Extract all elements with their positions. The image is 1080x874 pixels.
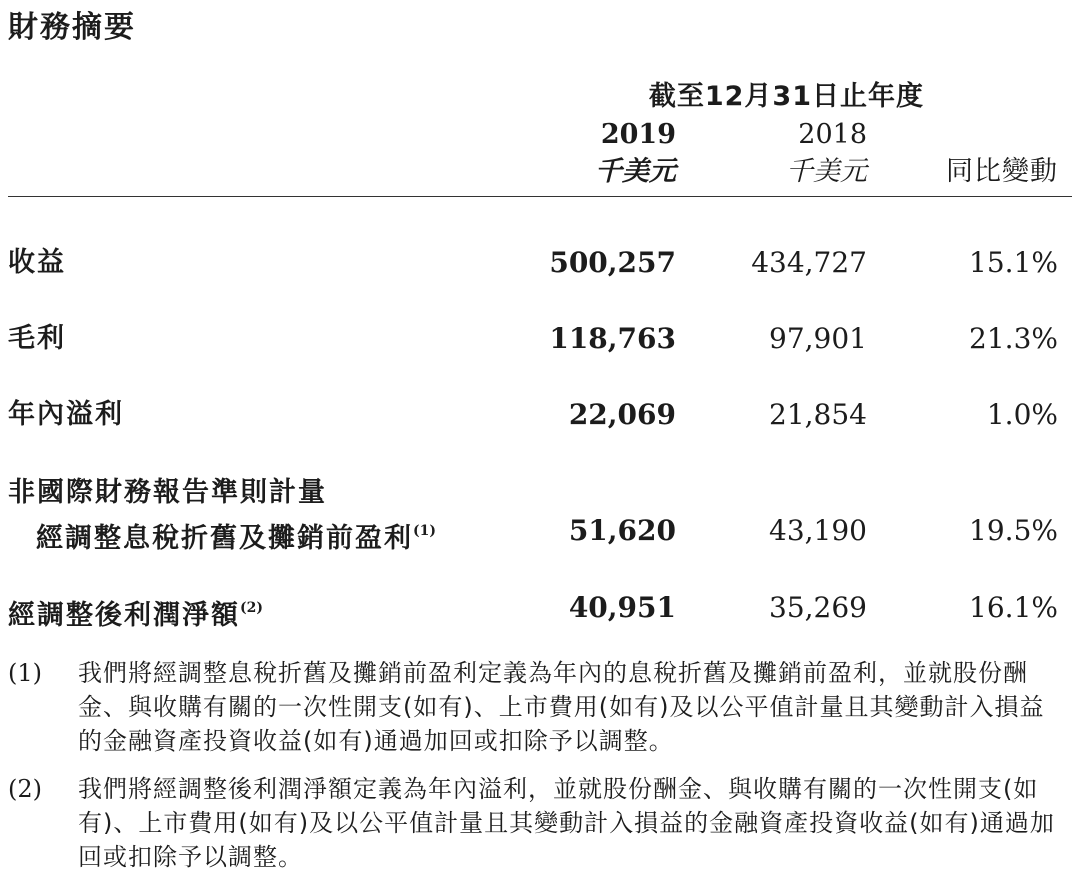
row-label-profit-for-year: 年內溢利 bbox=[8, 399, 124, 430]
cell-adjusted-net-profit-2018: 35,269 bbox=[769, 591, 867, 624]
cell-gross-profit-change: 21.3% bbox=[969, 322, 1058, 355]
cell-adjusted-net-profit-change: 16.1% bbox=[969, 591, 1058, 624]
row-label-adjusted-ebitda bbox=[36, 514, 436, 556]
year-2018-header: 2018 bbox=[798, 119, 867, 150]
footnote-2-text: 我們將經調整後利潤淨額定義為年內溢利，並就股份酬金、與收購有關的一次性開支(如有)、上市費用(如有)及以公平值計量且其變動計入損益的金融資產投資收益(如有)通過加回或扣除予以調整。 bbox=[78, 775, 1055, 871]
header-divider bbox=[8, 196, 1072, 197]
row-label-gross-profit: 毛利 bbox=[8, 323, 66, 354]
cell-revenue-2019: 500,257 bbox=[549, 246, 676, 279]
cell-profit-for-year-change: 1.0% bbox=[986, 398, 1058, 431]
cell-revenue-2018: 434,727 bbox=[751, 246, 867, 279]
cell-revenue-change: 15.1% bbox=[969, 246, 1058, 279]
unit-2018-header: 千美元 bbox=[786, 156, 867, 187]
cell-profit-for-year-2018: 21,854 bbox=[769, 398, 867, 431]
adjusted-net-profit-label-text: 經調整後利潤淨額 bbox=[8, 600, 240, 631]
change-header: 同比變動 bbox=[946, 156, 1058, 187]
footnote-2 bbox=[8, 772, 1068, 874]
footnote-1-marker: (1) bbox=[8, 659, 42, 687]
note-ref-2: (2) bbox=[240, 600, 263, 616]
cell-adjusted-ebitda-2019: 51,620 bbox=[568, 514, 676, 547]
note-ref-1: (1) bbox=[413, 523, 436, 539]
period-heading: 截至12月31日止年度 bbox=[648, 81, 924, 112]
cell-adjusted-ebitda-2018: 43,190 bbox=[769, 514, 867, 547]
footnote-1-text: 我們將經調整息稅折舊及攤銷前盈利定義為年內的息稅折舊及攤銷前盈利，並就股份酬金、與收購有關的一次性開支(如有)、上市費用(如有)及以公平值計量且其變動計入損益的金融資產投資收益(如有)通過加回或扣除予以調整。 bbox=[78, 659, 1045, 755]
footnote-2-marker: (2) bbox=[8, 775, 42, 803]
page-title: 財務摘要 bbox=[8, 10, 136, 45]
row-label-revenue: 收益 bbox=[8, 247, 66, 278]
cell-adjusted-net-profit-2019: 40,951 bbox=[568, 591, 676, 624]
adjusted-ebitda-label-text: 經調整息稅折舊及攤銷前盈利 bbox=[36, 523, 413, 554]
row-label-non-ifrs-measure: 非國際財務報告準則計量 bbox=[8, 477, 327, 508]
cell-profit-for-year-2019: 22,069 bbox=[568, 398, 676, 431]
cell-gross-profit-2018: 97,901 bbox=[769, 322, 867, 355]
unit-2019-header: 千美元 bbox=[595, 156, 676, 187]
footnote-1 bbox=[8, 656, 1068, 758]
cell-gross-profit-2019: 118,763 bbox=[549, 322, 676, 355]
year-2019-header: 2019 bbox=[600, 119, 676, 150]
cell-adjusted-ebitda-change: 19.5% bbox=[969, 514, 1058, 547]
row-label-adjusted-net-profit bbox=[8, 591, 263, 633]
